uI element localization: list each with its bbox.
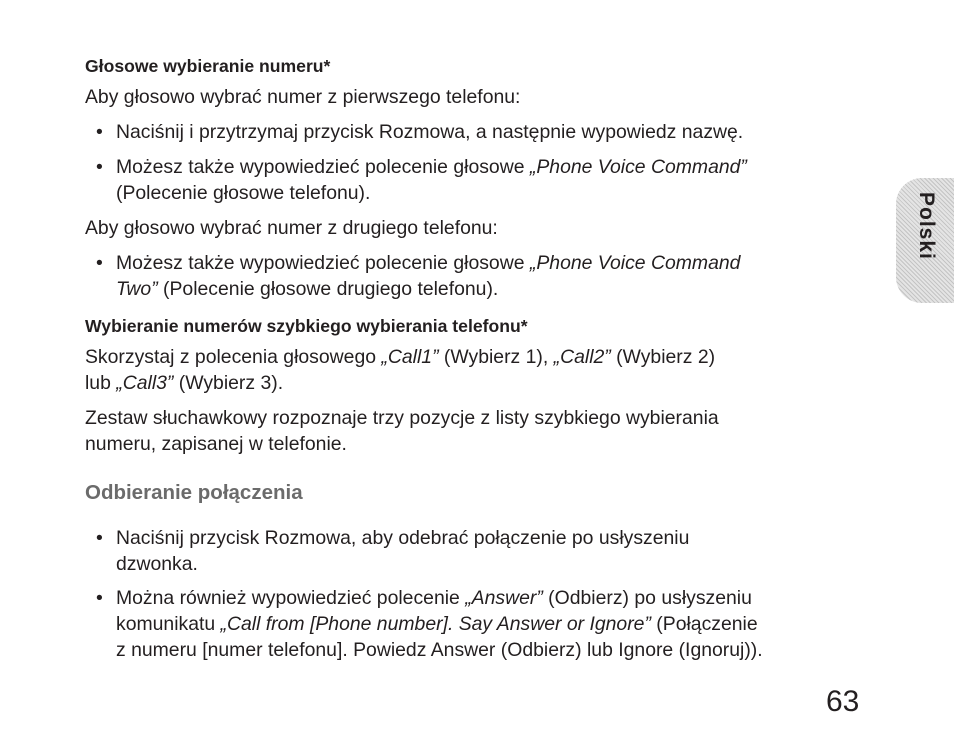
- text: (Wybierz 1),: [438, 346, 554, 368]
- second-phone-intro: Aby głosowo wybrać numer z drugiego telefonu:: [85, 217, 498, 239]
- page-number: 63: [826, 685, 860, 718]
- first-phone-list: [85, 119, 875, 206]
- bullet-text: Można również wypowiedzieć polecenie: [116, 587, 466, 609]
- text: (Wybierz 2): [610, 346, 716, 368]
- bullet-text: (Połączenie: [650, 613, 758, 635]
- answer-call-list: [85, 525, 875, 663]
- speed-dial-heading: Wybieranie numerów szybkiego wybierania telefonu*: [85, 316, 528, 336]
- bullet-text: (Polecenie głosowe telefonu).: [116, 182, 371, 204]
- second-phone-list: [85, 250, 875, 302]
- bullet-text: Możesz także wypowiedzieć polecenie głosowe: [116, 156, 530, 178]
- command-phrase: „Phone Voice Command: [529, 252, 741, 274]
- command-phrase: Two”: [116, 278, 158, 300]
- language-tab: [896, 178, 954, 303]
- text: lub: [85, 372, 117, 394]
- command-phrase: „Call3”: [116, 372, 174, 394]
- bullet-text: dzwonka.: [116, 553, 198, 575]
- list-item: [85, 250, 875, 302]
- list-item: [85, 525, 875, 577]
- text: (Wybierz 3).: [173, 372, 284, 394]
- command-phrase: „Answer”: [465, 587, 543, 609]
- command-phrase: „Call1”: [381, 346, 439, 368]
- bullet-text: Naciśnij i przytrzymaj przycisk Rozmowa, a następnie wypowiedz nazwę.: [116, 121, 744, 143]
- bullet-text: (Odbierz) po usłyszeniu: [542, 587, 752, 609]
- text: Zestaw słuchawkowy rozpoznaje trzy pozycje z listy szybkiego wybierania: [85, 407, 719, 429]
- list-item: [85, 119, 875, 145]
- bullet-text: komunikatu: [116, 613, 221, 635]
- bullet-text: Naciśnij przycisk Rozmowa, aby odebrać połączenie po usłyszeniu: [116, 527, 690, 549]
- document-body: [85, 54, 875, 663]
- bullet-text: (Polecenie głosowe drugiego telefonu).: [157, 278, 499, 300]
- command-phrase: „Call from [Phone number]. Say Answer or Ignore”: [220, 613, 651, 635]
- speed-dial-note: [85, 405, 875, 457]
- speed-dial-paragraph: [85, 344, 875, 396]
- list-item: [85, 154, 875, 206]
- first-phone-intro: Aby głosowo wybrać numer z pierwszego telefonu:: [85, 86, 521, 108]
- list-item: [85, 585, 875, 663]
- command-phrase: „Call2”: [553, 346, 611, 368]
- bullet-text: z numeru [numer telefonu]. Powiedz Answer (Odbierz) lub Ignore (Ignoruj)).: [116, 639, 763, 661]
- answer-call-heading: Odbieranie połączenia: [85, 481, 303, 504]
- language-tab-label: Polski: [915, 192, 938, 260]
- voice-dial-heading: Głosowe wybieranie numeru*: [85, 56, 331, 76]
- command-phrase: „Phone Voice Command”: [529, 156, 747, 178]
- text: Skorzystaj z polecenia głosowego: [85, 346, 382, 368]
- bullet-text: Możesz także wypowiedzieć polecenie głosowe: [116, 252, 530, 274]
- text: numeru, zapisanej w telefonie.: [85, 433, 347, 455]
